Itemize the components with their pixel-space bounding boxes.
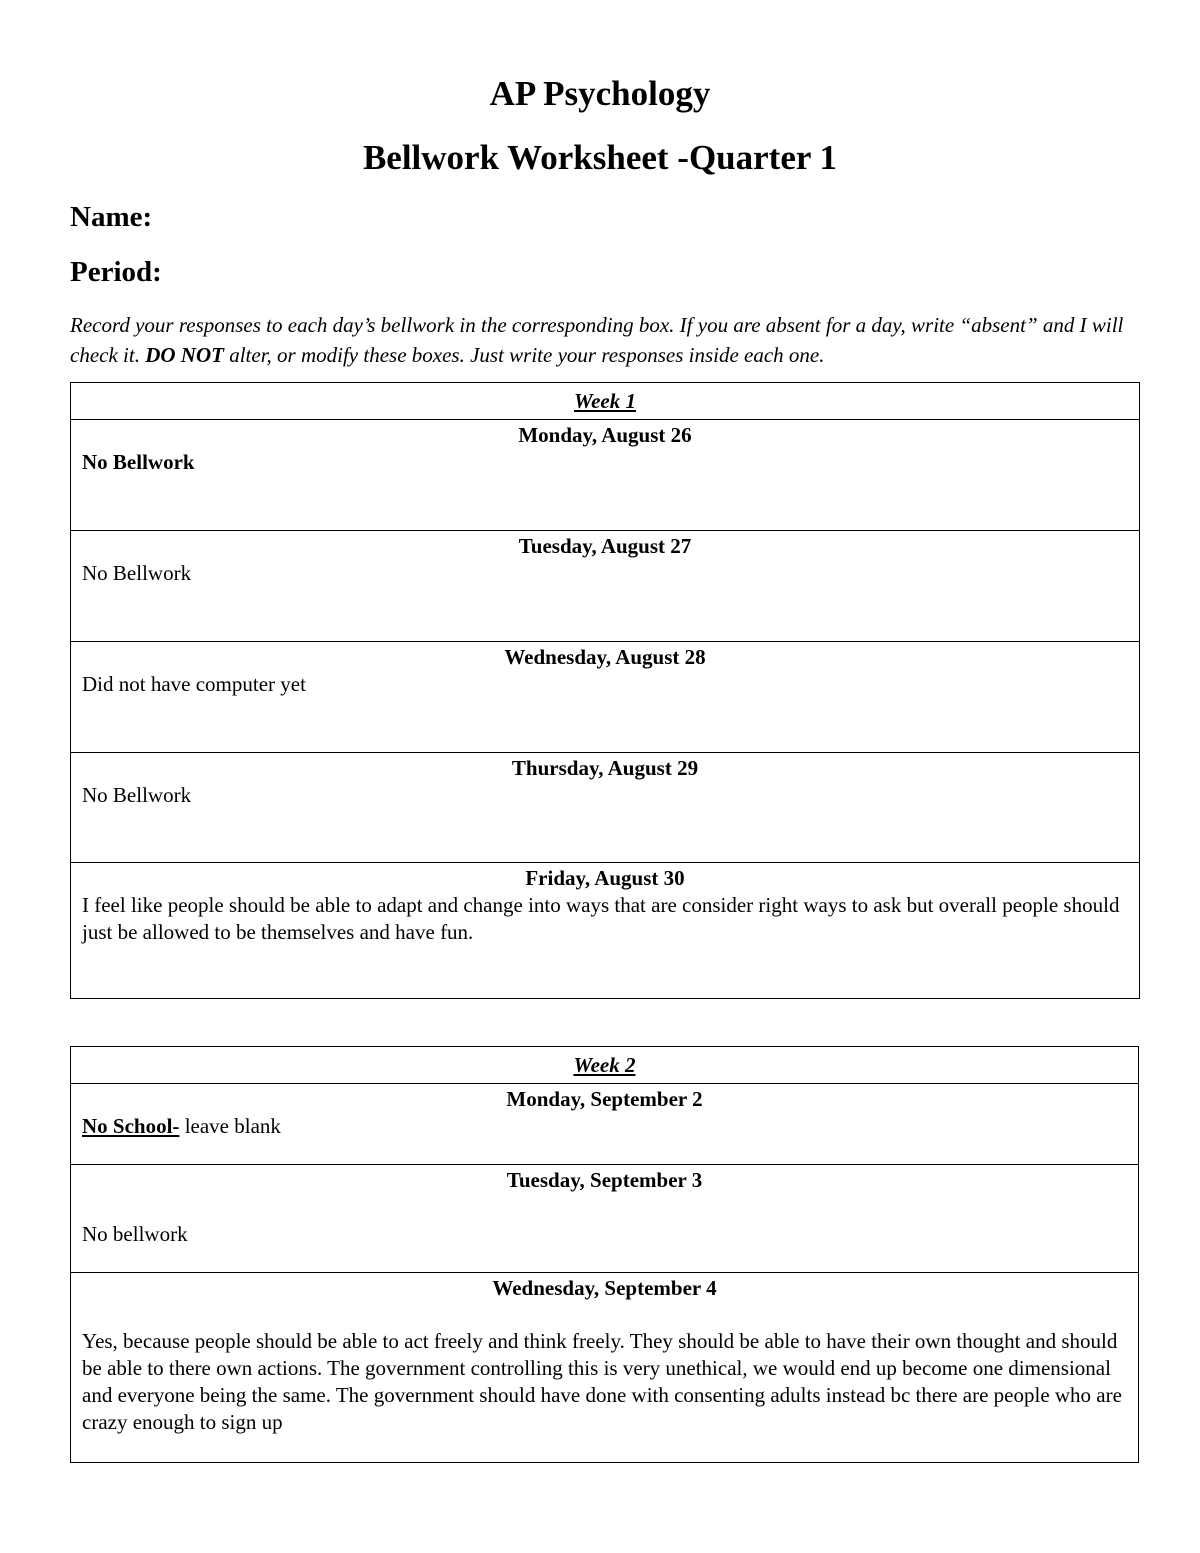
response-text: Yes, because people should be able to act freely and think freely. They should be able to have their own thought and should be able to there own actions. The government controlling this is very unethical, we would end up become one dimensional and everyone being the same. The government should have done with consenting adults instead bc there are people who are crazy enough to sign up <box>82 1329 1122 1434</box>
day-label: Thursday, August 29 <box>511 756 699 780</box>
response-text <box>82 1113 1127 1140</box>
week-2-table <box>70 1046 1139 1463</box>
response-text: Did not have computer yet <box>82 672 306 696</box>
week-2-heading: Week 2 <box>71 1047 1139 1084</box>
day-label: Friday, August 30 <box>525 866 685 890</box>
page-subtitle: Bellwork Worksheet -Quarter 1 <box>362 138 838 177</box>
period-label: Period: <box>70 256 162 288</box>
week-1-table <box>70 382 1140 999</box>
response-text: No Bellwork <box>82 783 192 807</box>
day-label: Wednesday, September 4 <box>492 1276 717 1300</box>
day-label: Tuesday, September 3 <box>506 1168 703 1192</box>
week-1-thursday-cell[interactable] <box>71 753 1140 863</box>
instructions-part2: alter, or modify these boxes. Just write your responses inside each one. <box>223 343 825 367</box>
response-text: No bellwork <box>82 1222 188 1246</box>
response-text: No Bellwork <box>82 561 192 585</box>
day-label: Tuesday, August 27 <box>518 534 692 558</box>
week-2-wednesday-cell[interactable] <box>71 1273 1139 1463</box>
week-2-tuesday-cell[interactable] <box>71 1165 1139 1273</box>
response-text: No Bellwork <box>82 450 195 474</box>
no-school-label: No School- <box>82 1114 180 1138</box>
response-note: leave blank <box>179 1114 281 1138</box>
week-1-monday-cell[interactable] <box>71 420 1140 531</box>
day-label: Monday, September 2 <box>506 1087 703 1111</box>
page-title: AP Psychology <box>489 74 711 113</box>
instructions <box>70 310 1140 370</box>
day-label: Wednesday, August 28 <box>504 645 706 669</box>
week-1-tuesday-cell[interactable] <box>71 531 1140 642</box>
response-text: I feel like people should be able to adapt and change into ways that are consider right ways to ask but overall people should just be allowed to be themselves and have fun. <box>82 893 1120 944</box>
week-1-wednesday-cell[interactable] <box>71 642 1140 753</box>
instructions-part1: Record your responses to each day’s bellwork in the corresponding box. If you are absent for a day, write “absent” and I will check it. <box>70 313 1124 367</box>
day-label: Monday, August 26 <box>518 423 692 447</box>
name-label: Name: <box>70 201 153 233</box>
week-1-friday-cell[interactable] <box>71 863 1140 999</box>
instructions-emphasis: DO NOT <box>145 343 224 367</box>
week-2-monday-cell[interactable] <box>71 1084 1139 1165</box>
week-1-heading: Week 1 <box>71 383 1140 420</box>
